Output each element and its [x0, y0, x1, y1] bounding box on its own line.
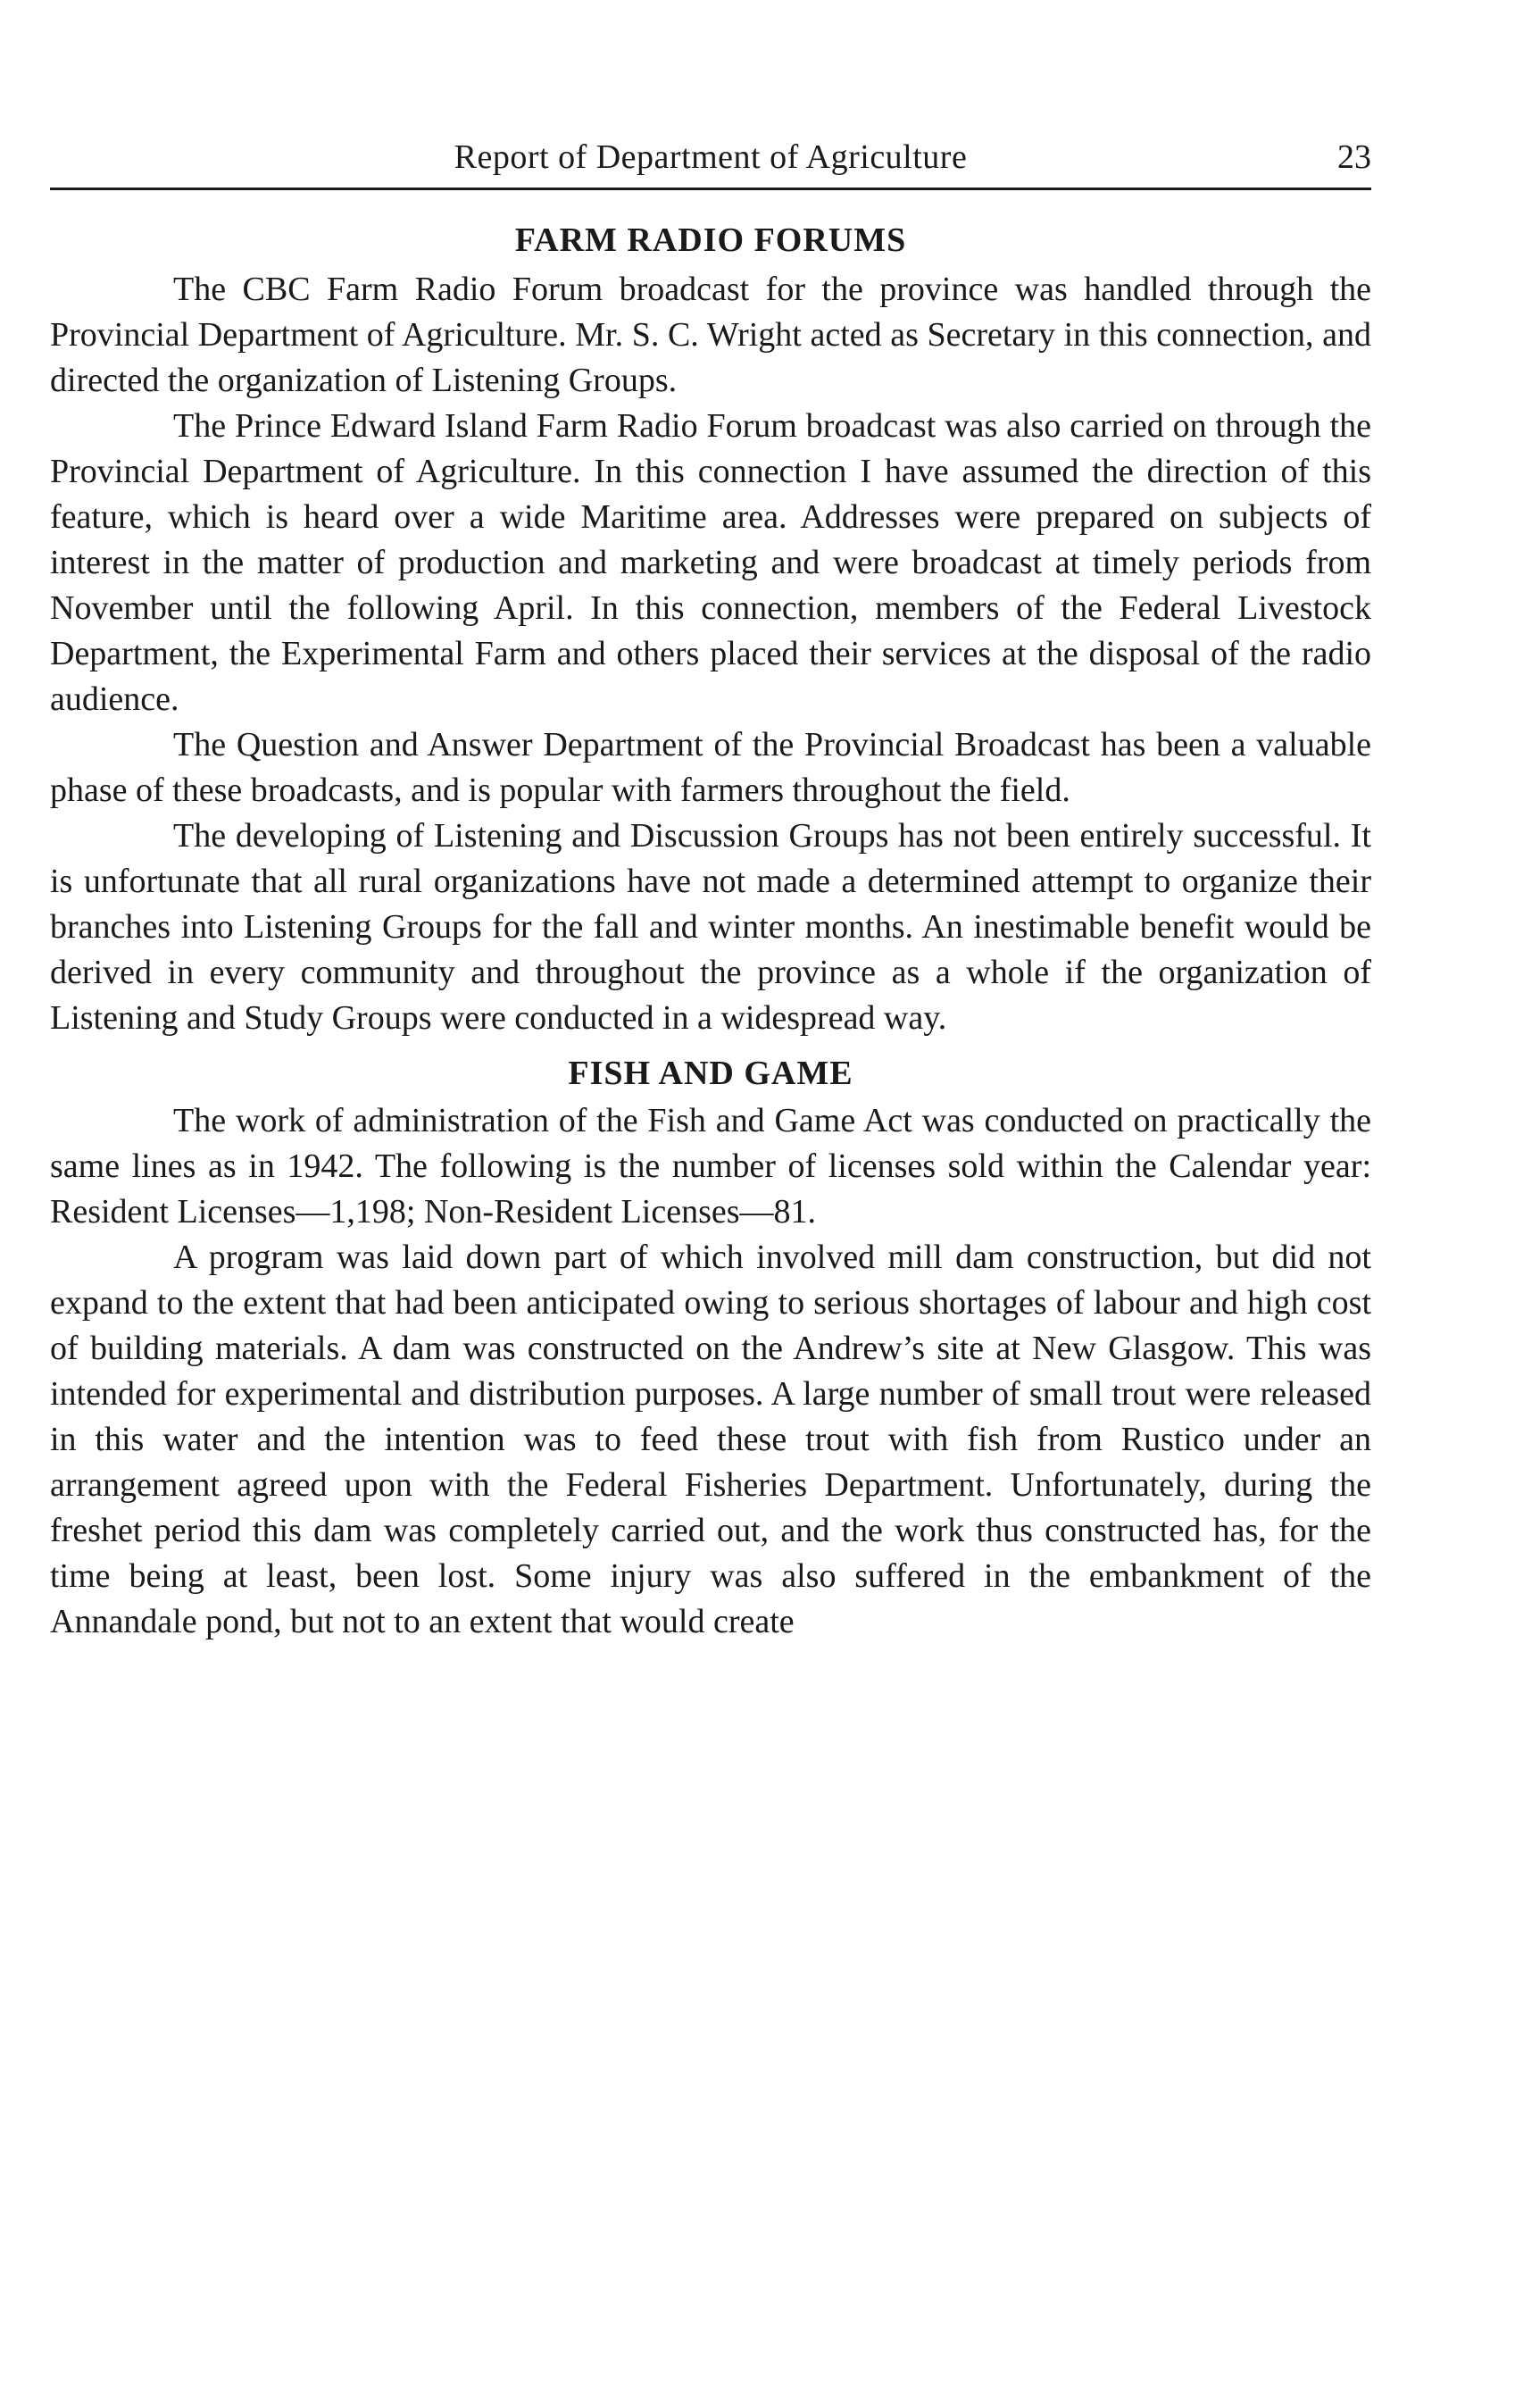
- paragraph: The Question and Answer Department of the Provincial Broadcast has been a valuable phase of these broadcasts, and is popular with farmers throughout the field.: [50, 726, 1371, 809]
- paragraph: The work of administration of the Fish and Game Act was conducted on practically the same lines as in 1942. The following is the number of licenses sold within the Calendar year: Resident Licenses—1,198; Non-Resident Licenses—81.: [50, 1102, 1371, 1231]
- header-title: Report of Department of Agriculture: [454, 138, 968, 176]
- section-heading-farm-radio-forums: FARM RADIO FORUMS: [514, 221, 907, 259]
- running-header: [50, 125, 1371, 190]
- document-page: [50, 125, 1371, 1645]
- page-number: 23: [1337, 138, 1371, 176]
- paragraph: The developing of Listening and Discussion Groups has not been entirely successful. It is unfortunate that all rural organizations have not made a determined attempt to organize their branches into Listening Groups for the fall and winter months. An inestimable benefit would be derived in every community and throughout the province as a whole if the organization of Listening and Study Groups were conducted in a widespread way.: [50, 817, 1371, 1037]
- paragraph: A program was laid down part of which involved mill dam construction, but did not expand to the extent that had been anticipated owing to serious shortages of labour and high cost of building materials. A dam was constructed on the Andrew’s site at New Glasgow. This was intended for experimental and distribution purposes. A large number of small trout were released in this water and the intention was to feed these trout with fish from Rustico under an arrangement agreed upon with the Federal Fisheries Department. Unfortunately, during the freshet period this dam was completely carried out, and the work thus constructed has, for the time being at least, been lost. Some injury was also suffered in the embankment of the Annandale pond, but not to an extent that would create: [50, 1239, 1371, 1640]
- paragraph: The CBC Farm Radio Forum broadcast for the province was handled through the Provincial Department of Agriculture. Mr. S. C. Wright acted as Secretary in this connection, and directed the organization of Listening Groups.: [50, 271, 1371, 399]
- paragraph: The Prince Edward Island Farm Radio Forum broadcast was also carried on through the Provincial Department of Agriculture. In this connection I have assumed the direction of this feature, which is heard over a wide Maritime area. Addresses were prepared on subjects of interest in the matter of production and marketing and were broadcast at timely periods from November until the following April. In this connection, members of the Federal Livestock Department, the Experimental Farm and others placed their services at the disposal of the radio audience.: [50, 407, 1371, 718]
- section-heading-fish-and-game: FISH AND GAME: [568, 1055, 853, 1092]
